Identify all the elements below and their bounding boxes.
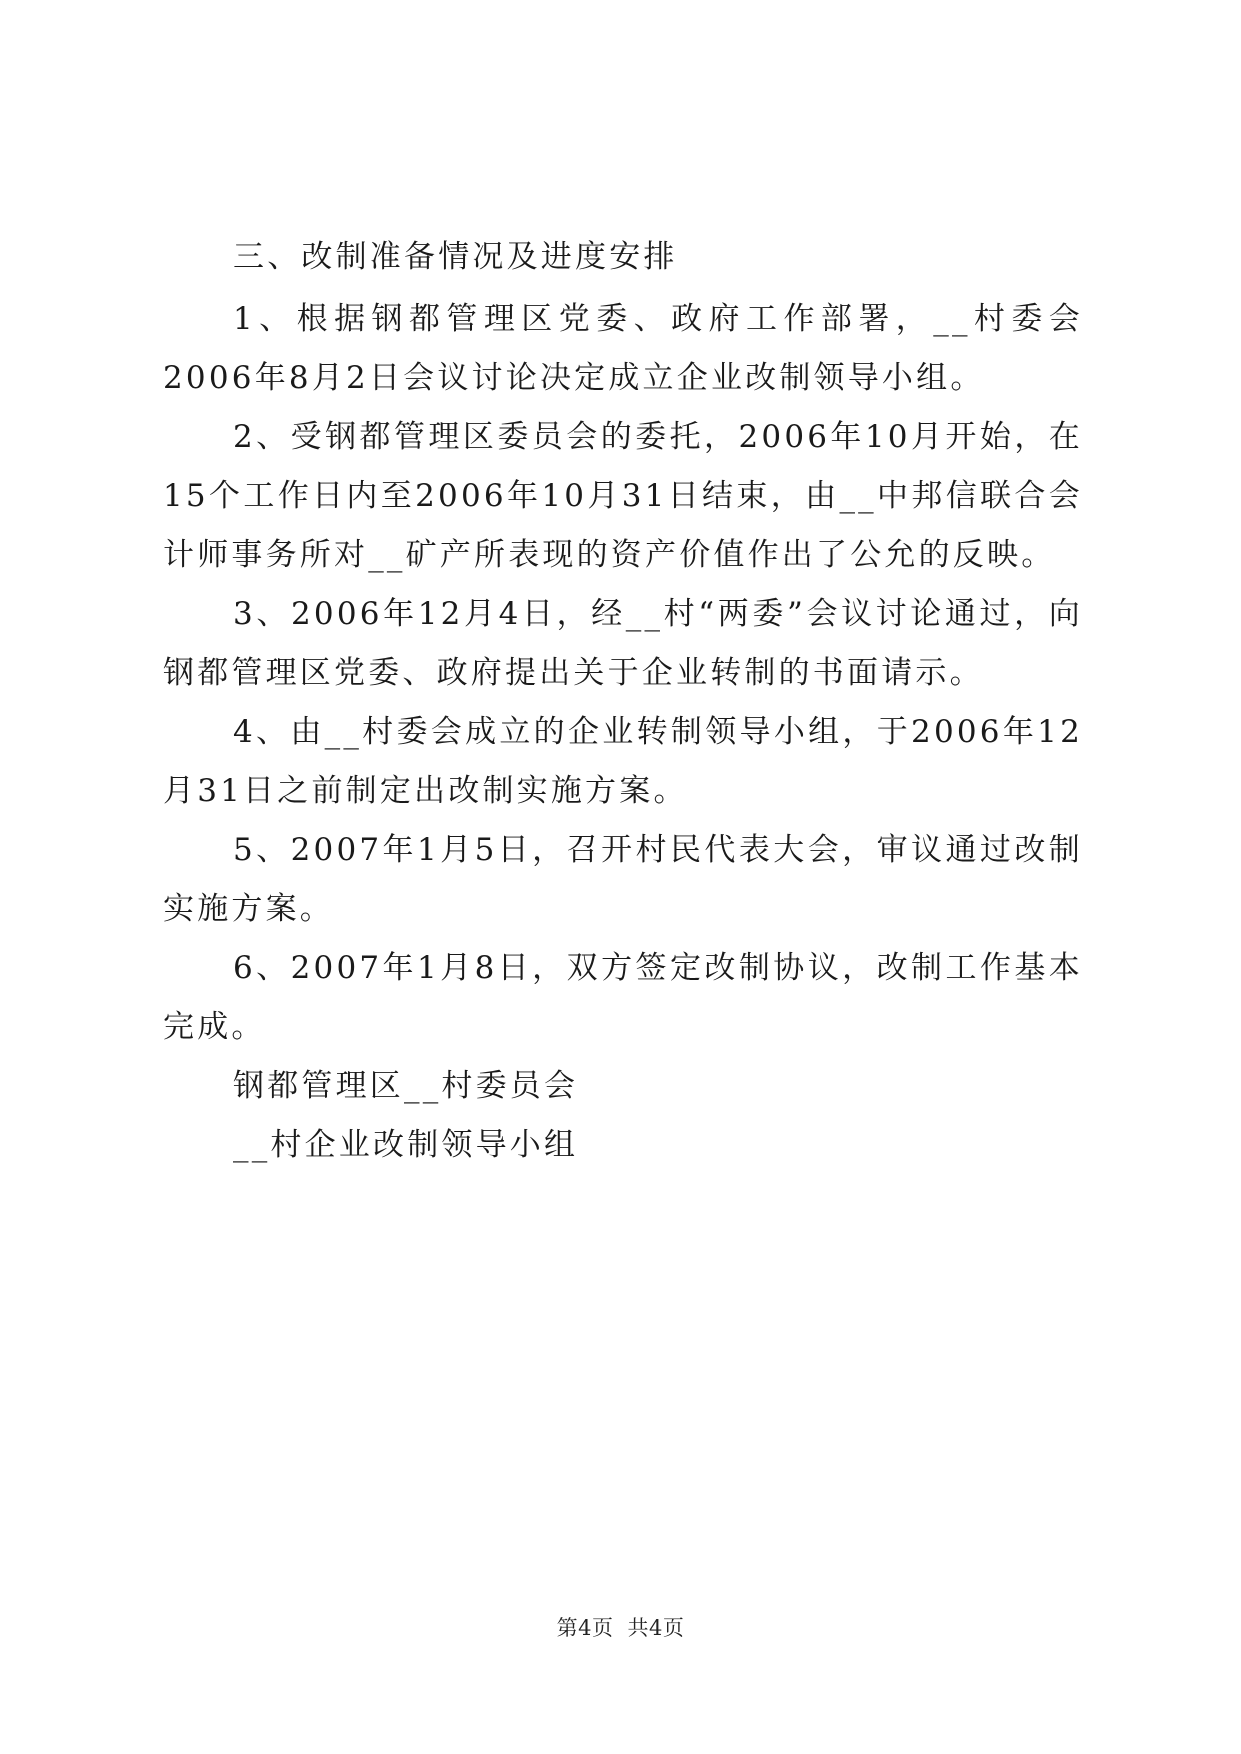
document-body — [163, 228, 1083, 1175]
page-number-total: 共4页 — [627, 1616, 685, 1640]
list-item-2: 2、受钢都管理区委员会的委托，2006年10月开始，在15个工作日内至2006年10月31日结束，由__中邦信联合会计师事务所对__矿产所表现的资产价值作出了公允的反映。 — [163, 419, 1083, 573]
list-item-4: 4、由__村委会成立的企业转制领导小组，于2006年12月31日之前制定出改制实施方案。 — [163, 714, 1083, 809]
page-footer — [0, 1612, 1241, 1642]
section-heading: 三、改制准备情况及进度安排 — [233, 239, 678, 275]
list-item-3: 3、2006年12月4日，经__村“两委”会议讨论通过，向钢都管理区党委、政府提出关于企业转制的书面请示。 — [163, 596, 1083, 691]
signature-group: __村企业改制领导小组 — [233, 1127, 579, 1163]
list-item-6: 6、2007年1月8日，双方签定改制协议，改制工作基本完成。 — [163, 950, 1083, 1045]
signature-committee: 钢都管理区__村委员会 — [233, 1068, 579, 1104]
list-item-1: 1、根据钢都管理区党委、政府工作部署，__村委会2006年8月2日会议讨论决定成立企业改制领导小组。 — [163, 301, 1083, 396]
list-item-5: 5、2007年1月5日，召开村民代表大会，审议通过改制实施方案。 — [163, 832, 1083, 927]
page-number-current: 第4页 — [556, 1616, 614, 1640]
